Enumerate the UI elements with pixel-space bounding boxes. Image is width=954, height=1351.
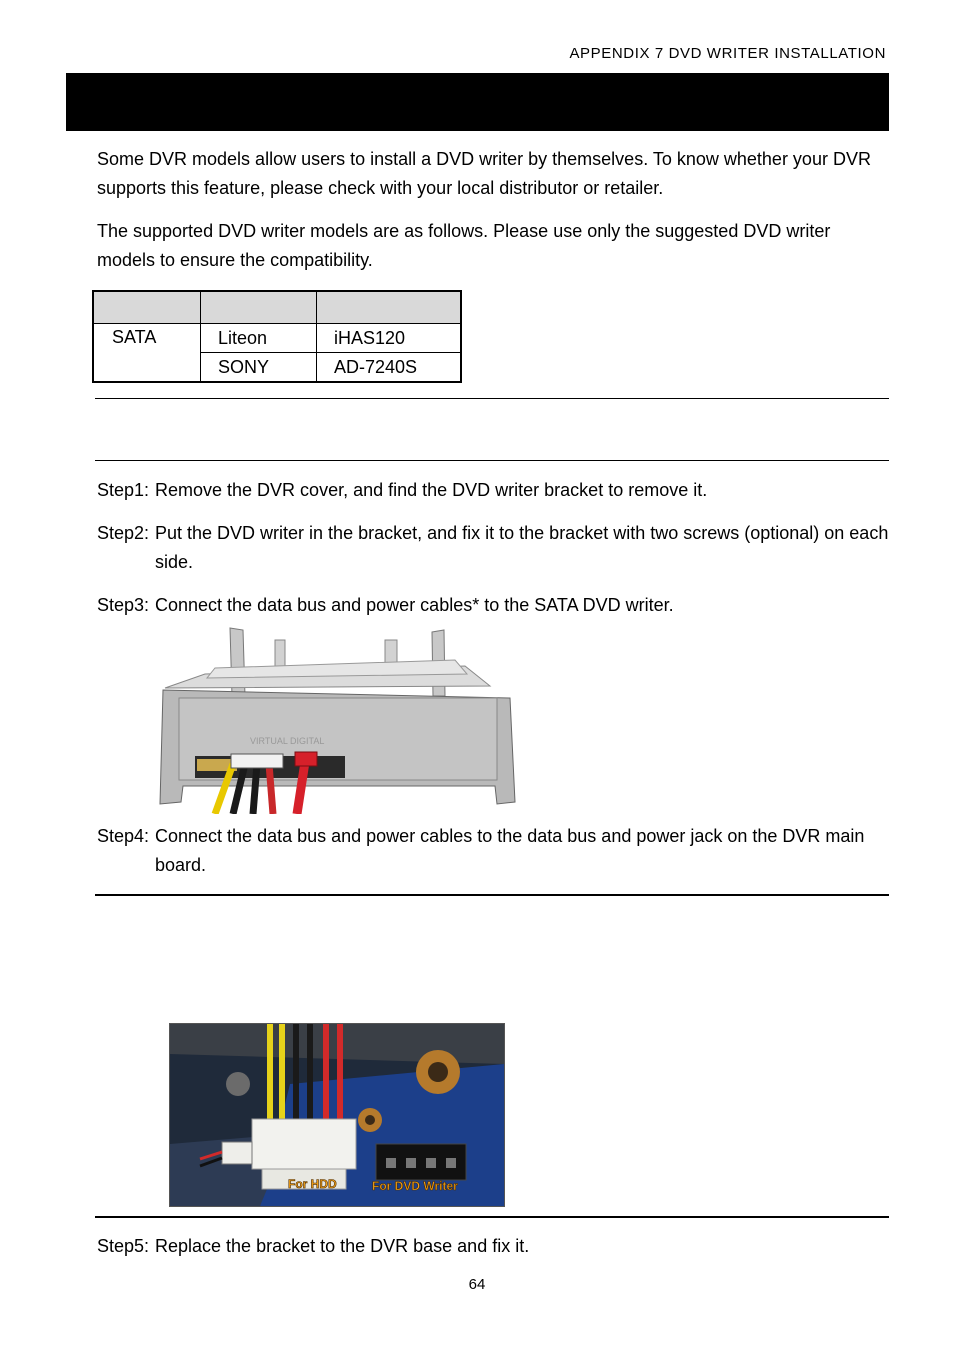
step-1 — [97, 476, 889, 505]
step-text: Connect the data bus and power cables* to the SATA DVD writer. — [155, 595, 674, 615]
step-text: Put the DVD writer in the bracket, and fix it to the bracket with two screws (optional) on each side. — [155, 523, 889, 572]
section-divider — [95, 894, 889, 896]
section-divider — [95, 398, 889, 399]
step-5 — [97, 1232, 889, 1261]
step-label: Step5: — [97, 1236, 150, 1256]
for-dvd-writer-label: For DVD Writer — [372, 1179, 458, 1193]
step-label: Step1: — [97, 480, 150, 500]
intro-paragraph-2: The supported DVD writer models are as follows. Please use only the suggested DVD writer models to ensure the compatibility. — [97, 221, 831, 270]
for-hdd-label: For HDD — [288, 1177, 337, 1191]
step-2 — [97, 519, 889, 577]
svg-text:VIRTUAL DIGITAL: VIRTUAL DIGITAL — [250, 736, 325, 746]
step-label: Step3: — [97, 595, 150, 615]
supported-models-table — [92, 290, 462, 383]
step-4 — [97, 822, 889, 880]
step-label: Step2: — [97, 523, 150, 543]
step-3 — [97, 591, 889, 620]
step-label: Step4: — [97, 826, 150, 846]
table-cell-brand: Liteon — [201, 324, 317, 353]
table-cell-model: iHAS120 — [317, 324, 462, 353]
table-cell-brand: SONY — [201, 353, 317, 383]
table-row — [93, 324, 461, 353]
page-number: 64 — [468, 1276, 486, 1293]
table-cell-model: AD-7240S — [317, 353, 462, 383]
intro-paragraph-1: Some DVR models allow users to install a DVD writer by themselves. To know whether your DVR supports this feature, please check with your local distributor or retailer. — [97, 149, 871, 198]
table-header-row — [93, 291, 461, 324]
dvd-writer-bracket-photo — [155, 626, 520, 814]
section-divider — [95, 1216, 889, 1218]
step-text: Connect the data bus and power cables to the data bus and power jack on the DVR main board. — [155, 826, 865, 875]
running-header: APPENDIX 7 DVD WRITER INSTALLATION — [569, 45, 886, 62]
step-text: Replace the bracket to the DVR base and fix it. — [155, 1236, 530, 1256]
table-cell-interface: SATA — [93, 324, 201, 383]
main-board-power-jack-photo — [169, 1023, 505, 1207]
section-divider — [95, 460, 889, 461]
section-title-banner — [66, 73, 889, 131]
step-text: Remove the DVR cover, and find the DVD writer bracket to remove it. — [155, 480, 708, 500]
